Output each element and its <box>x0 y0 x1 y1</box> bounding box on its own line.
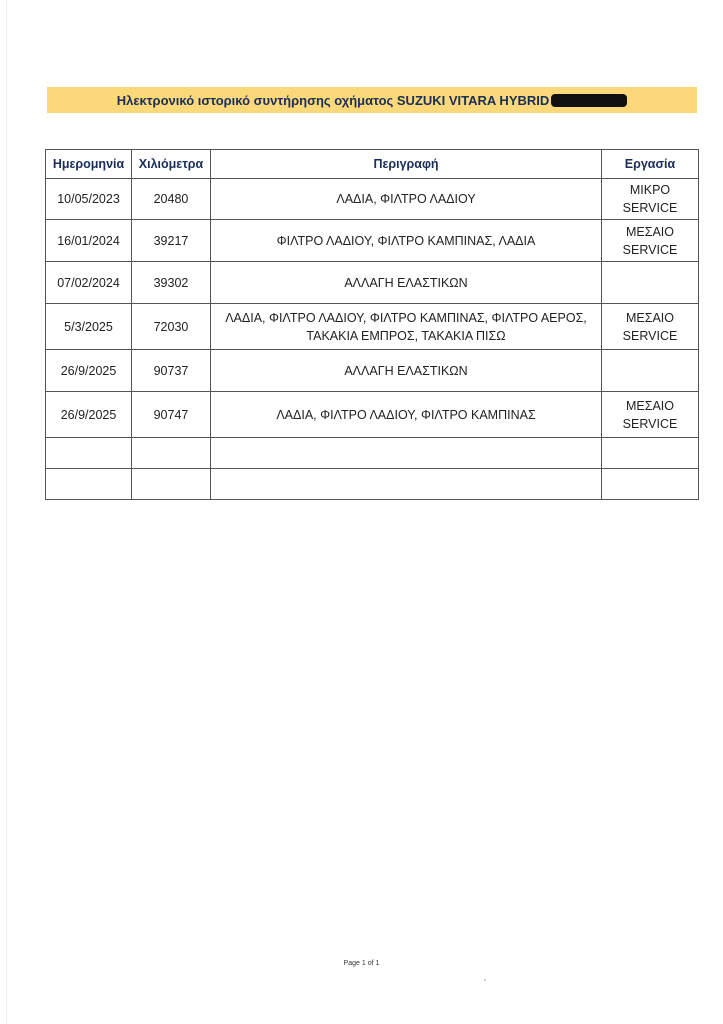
table-row <box>46 179 699 220</box>
page-footer: Page 1 of 1 <box>343 960 380 967</box>
cell-km: 90737 <box>132 350 211 392</box>
header-date: Ημερομηνία <box>46 150 132 179</box>
cell-work: ΜΕΣΑΙΟ SERVICE <box>602 392 699 438</box>
table-header-row <box>46 150 699 179</box>
cell-km: 90747 <box>132 392 211 438</box>
cell-work: ΜΕΣΑΙΟ SERVICE <box>602 304 699 350</box>
cell-km: 72030 <box>132 304 211 350</box>
cell-description <box>211 469 602 500</box>
header-km: Χιλιόμετρα <box>132 150 211 179</box>
document-title-bar <box>47 87 697 113</box>
header-description: Περιγραφή <box>211 150 602 179</box>
cell-work: ΜΙΚΡΟ SERVICE <box>602 179 699 220</box>
cell-description <box>211 438 602 469</box>
document-title: Ηλεκτρονικό ιστορικό συντήρησης οχήματος SUZUKI VITARA HYBRID <box>116 92 550 108</box>
cell-date: 10/05/2023 <box>46 179 132 220</box>
cell-date: 26/9/2025 <box>46 392 132 438</box>
table-row <box>46 262 699 304</box>
cell-description: ΑΛΛΑΓΗ ΕΛΑΣΤΙΚΩΝ <box>211 350 602 392</box>
maintenance-history-table <box>45 149 699 500</box>
cell-work <box>602 350 699 392</box>
table-row <box>46 392 699 438</box>
table-row <box>46 304 699 350</box>
cell-km: 20480 <box>132 179 211 220</box>
cell-km <box>132 469 211 500</box>
cell-date: 26/9/2025 <box>46 350 132 392</box>
cell-work <box>602 438 699 469</box>
cell-km: 39302 <box>132 262 211 304</box>
redacted-plate-number <box>551 94 627 107</box>
page-edge <box>6 0 7 1024</box>
cell-date <box>46 438 132 469</box>
cell-date: 07/02/2024 <box>46 262 132 304</box>
cell-work <box>602 469 699 500</box>
table-row-empty <box>46 438 699 469</box>
table-row-empty <box>46 469 699 500</box>
header-work: Εργασία <box>602 150 699 179</box>
cell-work: ΜΕΣΑΙΟ SERVICE <box>602 220 699 262</box>
cell-description: ΦΙΛΤΡΟ ΛΑΔΙΟΥ, ΦΙΛΤΡΟ ΚΑΜΠΙΝΑΣ, ΛΑΔΙΑ <box>211 220 602 262</box>
cell-description: ΛΑΔΙΑ, ΦΙΛΤΡΟ ΛΑΔΙΟΥ <box>211 179 602 220</box>
cell-description: ΛΑΔΙΑ, ΦΙΛΤΡΟ ΛΑΔΙΟΥ, ΦΙΛΤΡΟ ΚΑΜΠΙΝΑΣ, ΦΙΛΤΡΟ ΑΕΡΟΣ, ΤΑΚΑΚΙΑ ΕΜΠΡΟΣ, ΤΑΚΑΚΙΑ ΠΙΣΩ <box>211 304 602 350</box>
table-row <box>46 350 699 392</box>
table-row <box>46 220 699 262</box>
cell-km <box>132 438 211 469</box>
cell-work <box>602 262 699 304</box>
cell-km: 39217 <box>132 220 211 262</box>
cell-description: ΛΑΔΙΑ, ΦΙΛΤΡΟ ΛΑΔΙΟΥ, ΦΙΛΤΡΟ ΚΑΜΠΙΝΑΣ <box>211 392 602 438</box>
cell-date: 5/3/2025 <box>46 304 132 350</box>
scan-speck <box>484 979 486 981</box>
cell-description: ΑΛΛΑΓΗ ΕΛΑΣΤΙΚΩΝ <box>211 262 602 304</box>
cell-date <box>46 469 132 500</box>
cell-date: 16/01/2024 <box>46 220 132 262</box>
